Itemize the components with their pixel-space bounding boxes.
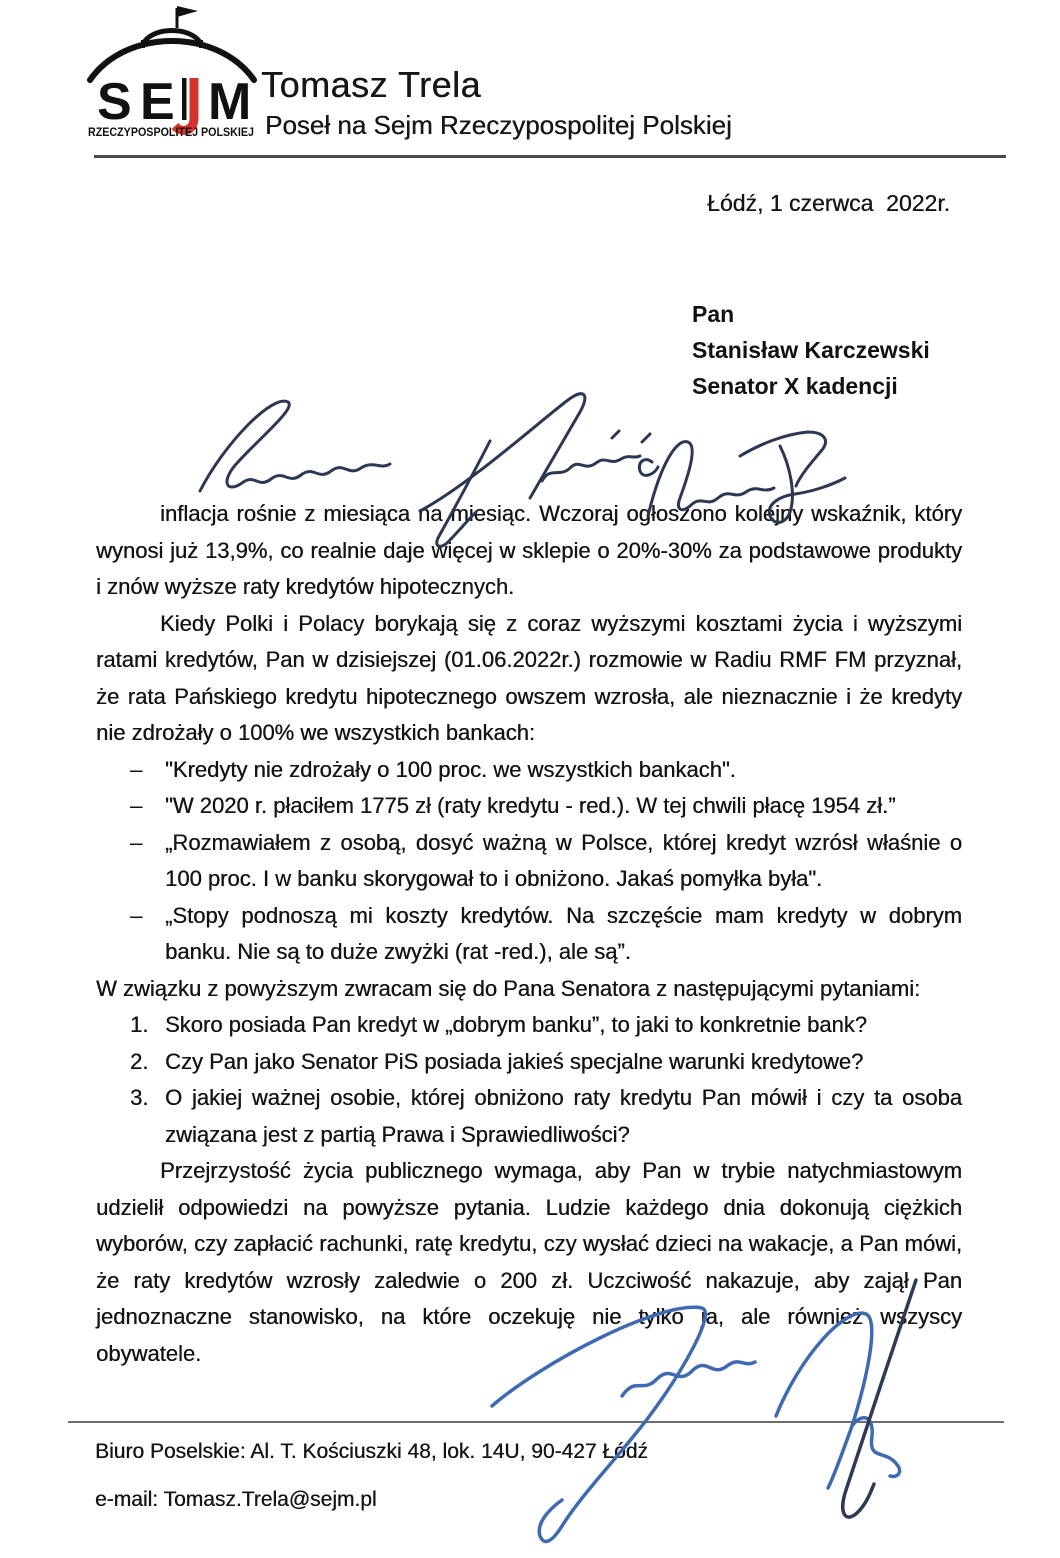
dash-marker: – [130,902,143,928]
question-text: Czy Pan jako Senator PiS posiada jakieś specjalne warunki kredytowe? [165,1048,864,1074]
quote-item [96,752,962,789]
sender-title: Poseł na Sejm Rzeczypospolitej Polskiej [265,110,732,140]
quote-item [96,898,962,971]
quote-text: "Kredyty nie zdrożały o 100 proc. we wszystkich bankach". [165,756,736,782]
question-number: 2. [130,1048,149,1074]
sejm-dome-icon [86,4,258,140]
quote-item [96,825,962,898]
quote-item [96,788,962,825]
quote-list [96,752,962,971]
logo-subtitle: RZECZYPOSPOLITEJ POLSKIEJ [88,125,254,139]
office-address: Biuro Poselskie: Al. T. Kościuszki 48, lok. 14U, 90-427 Łódź [95,1440,648,1463]
question-item [96,1044,962,1081]
paragraph-radio-interview: Kiedy Polki i Polacy borykają się z coraz wyższymi kosztami życia i wyższymi ratami kredytów, Pan w dzisiejszej (01.06.2022r.) rozmowie w Radiu RMF FM przyznał, że rata Pańskiego kredytu hipotecznego owszem wzrosła, ale nieznacznie i że kredyty nie zdrożały o 100% we wszystkich bankach: [96,610,962,745]
quote-text: "W 2020 r. płaciłem 1775 zł (raty kredytu - red.). W tej chwili płacę 1954 zł.” [165,793,896,818]
question-text: O jakiej ważnej osobie, której obniżono raty kredytu Pan mówił i czy ta osoba związana jest z partią Prawa i Sprawiedliwości? [165,1085,962,1147]
quote-text: „Stopy podnoszą mi koszty kredytów. Na szczęście mam kredyty w dobrym banku. Nie są to duże zwyżki (rat -red.), ale są”. [165,902,962,964]
footer-divider [68,1421,1004,1423]
date-line: Łódź, 1 czerwca 2022r. [707,190,950,216]
header-divider [94,155,1006,158]
sender-name: Tomasz Trela [261,64,482,105]
logo-letter-m: M [208,73,252,131]
addressee-role: Senator X kadencji [692,373,898,399]
paragraph-inflation: inflacja rośnie z miesiąca na miesiąc. Wczoraj ogłoszono kolejny wskaźnik, który wynosi już 13,9%, co realnie daje więcej w sklepie o 20%-30% za podstawowe produkty i znów wyższe raty kredytów hipotecznych. [96,501,962,599]
addressee-block [692,296,930,404]
logo-letter-j-black-bar [182,78,187,120]
question-number: 1. [130,1012,149,1037]
question-item [96,1080,962,1153]
quote-text: „Rozmawiałem z osobą, dosyć ważną w Polsce, której kredyt wzrósł właśnie o 100 proc. I w banku skorygował to i obniżono. Jakaś pomyłka była". [165,829,962,891]
question-text: Skoro posiada Pan kredyt w „dobrym banku”, to jaki to konkretnie bank? [165,1012,867,1037]
sejm-logo [86,4,258,140]
logo-letter-s: S [97,73,132,131]
question-list [96,1007,962,1153]
questions-intro: W związku z powyższym zwracam się do Pana Senatora z następującymi pytaniami: [96,975,921,1001]
paragraph-closing: Przejrzystość życia publicznego wymaga, aby Pan w trybie natychmiastowym udzielił odpowiedzi na powyższe pytania. Ludzie każdego dnia dokonują ciężkich wyborów, czy zapłacić rachunki, ratę kredytu, czy wysłać dzieci na wakacje, a Pan mówi, że raty kredytów wzrosły zaledwie o 200 zł. Uczciwość nakazuje, aby zajął Pan jednoznaczne stanowisko, na które oczekuję nie tylko ja, ale również wszyscy obywatele. [96,1158,962,1366]
office-email: e-mail: Tomasz.Trela@sejm.pl [95,1488,377,1511]
dash-marker: – [130,829,143,855]
question-item [96,1007,962,1044]
dash-marker: – [130,793,143,818]
addressee-name: Stanisław Karczewski [692,337,930,363]
question-number: 3. [130,1085,149,1110]
letter-body [96,496,962,1372]
logo-letter-e: E [140,73,175,131]
dash-marker: – [130,756,143,782]
addressee-salutation: Pan [692,301,735,327]
